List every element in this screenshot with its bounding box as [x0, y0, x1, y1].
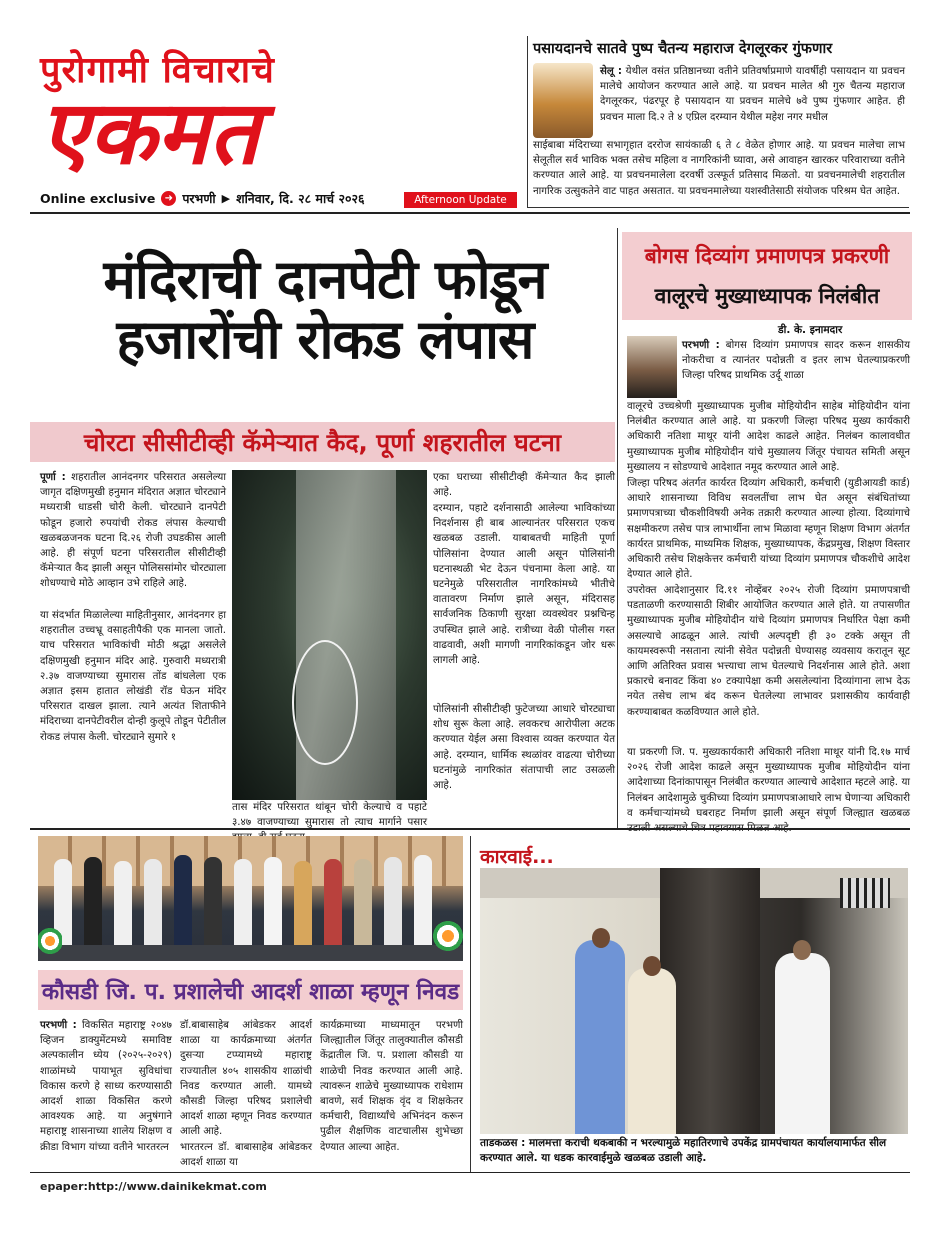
top-brief-text-cont: साईबाबा मंदिराच्या सभागृहात दररोज सायंकाळी ६ ते ८ वेळेत होणार आहे. या प्रवचन मालेचा लाभ सेलूतील सर्व भाविक भक्त तसेच महिला व नागरिकांनी घ्यावा, असे आवाहन खारकर परिवाराच्या वतीने करण्यात आले आहे. या प्रवचनमालेला दरवर्षी उत्स्फूर्त प्रतिसाद मिळतो. या प्रवचनमालेची शहरातील नागरिक उत्सुकतेने वाट पाहत असतात. या प्रवचनमालेच्या यशस्वीतेसाठी संयोजक परिश्रम घेत आहेत.	[533, 140, 905, 197]
top-brief-headline: पसायदानचे सातवे पुष्प चैतन्य महाराज देगलूरकर गुंफणार	[533, 41, 833, 57]
right-headline: बोगस दिव्यांग प्रमाणपत्र प्रकरणी वालूरचे मुख्याध्यापक निलंबीत	[644, 244, 890, 308]
portrait-photo-2	[627, 336, 677, 398]
main-story-col1b: या संदर्भात मिळालेल्या माहितीनुसार, आनंदनगर हा शहरातील उच्चभ्रू वसाहतीपैकी एक मानला जातो. याच परिसरात भाविकांची मोठी श्रद्धा असलेले दक्षिणमुखी हनुमान मंदिर आहे. गुरुवारी मध्यरात्री २.३७ वाजण्याच्या सुमारास तोंड बांधलेला एक अज्ञात इसम हातात लोखंडी रॉड घेऊन मंदिर परिसरात दाखल झाला. त्याने अत्यंत शिताफीने मंदिराच्या दानपेटीवरील दोन्ही कुलूपे तोडून पेटीतील रोकड लंपास केली. चोरट्याने सुमारे १	[40, 610, 226, 743]
divider-2	[30, 828, 910, 830]
right-story-p3: उपरोक्त आदेशानुसार दि.११ नोव्हेंबर २०२५ रोजी दिव्यांग प्रमाणपत्राची पडताळणी करण्यासाठी शिबीर आयोजित करण्यात आले होते. या तपासणीत मुख्याध्यापक मुजीब मोहियोदीन यांचे दिव्यांग प्रमाणपत्र निर्धारित पेक्षा कमी असल्याचे आढळून आले. त्यांची अल्पदृष्टी ही ३० टक्के असून ती कायमस्वरूपी नसताना त्यांनी सेवेत पदोन्नती घेण्यासह व्यवसाय करातून सूट आणि अतिरिक्त प्रवास भत्त्याचा लाभ घेतल्याचे निदर्शनास आले होते. अशा प्रकारचे बनावट किंवा ४० टक्यापेक्षा कमी असलेल्यांना दिव्यांगाना लाभ देऊ नयेत तसेच लाभ बंद करून घेतलेल्या लाभावर प्रशासकीय कार्यवाही करण्याबाबत कळविण्यात आले होते.	[627, 585, 910, 718]
right-story-p1b: वालूरचे उच्चश्रेणी मुख्याध्यापक मुजीब मोहियोदीन साहेब मोहियोदीन यांना निलंबीत करण्यात आले आहे. या प्रकरणी जिल्हा परिषद मुख्य कार्यकारी अधिकारी नतिशा माथूर यांनी आदेश काढले आहेत. निलंबन कालावधीत मुख्याध्यापक मुजीब मोहियोदीन यांचे मुख्यालय जिंतूर पंचायत समिती असून मुख्यालय न सोडण्याचे आदेशात नमूद करण्यात आले आहे.	[627, 401, 910, 473]
newspaper-logo: एकमत	[40, 80, 260, 184]
main-story-col3: एका घराच्या सीसीटीव्ही कॅमेऱ्यात कैद झाली आहे.	[433, 472, 615, 499]
school-headline: कौसडी जि. प. प्रशालेची आदर्श शाळा म्हणून निवड	[38, 970, 463, 1010]
online-exclusive-label: Online exclusive	[40, 190, 156, 206]
main-story-col1: पूर्णा : शहरातील आनंदनगर परिसरात असलेल्या जागृत दक्षिणमुखी हनुमान मंदिरात अज्ञात चोरट्याने मध्यरात्री धाडसी चोरी केली. चोरट्याने दानपेटी फोडून हजारो रुपयांची रोकड लंपास केल्याची खळबळजनक घटना दि.२६ रोजी उघडकीस आली आहे. ही संपूर्ण घटना परिसरातील सीसीटीव्ही कॅमेऱ्यात कैद झाली असून पोलिससांमोर चोरट्याला शोधण्याचे मोठे आव्हान उभे राहिले आहे.	[40, 472, 226, 590]
main-story-col3c: पोलिसांनी सीसीटीव्ही फुटेजच्या आधारे चोरट्याचा शोध सुरू केला आहे. लवकरच आरोपीला अटक करण्यात येईल असा विश्वास व्यक्त करण्यात येत आहे. दरम्यान, धार्मिक स्थळांवर वाढत्या चोरीच्या घटनांमुळे नागरिकांत संतापाची लाट उसळली आहे.	[433, 704, 615, 792]
epaper-link[interactable]: epaper:http://www.dainikekmat.com	[40, 1180, 267, 1193]
highlight-circle	[292, 640, 358, 765]
column-divider-2	[470, 836, 471, 1172]
date-label: शनिवार, दि. २८ मार्च २०२६	[236, 190, 365, 206]
action-photo-caption: ताडकळस : मालमत्ता कराची थकबाकी न भरल्यामुळे महातिरणाचे उपकेंद्र ग्रामपंचायत कार्यालयामार्फत सील करण्यात आले. या धडक कारवाईमुळे खळबळ उडाली आहे.	[480, 1137, 887, 1164]
main-subheadline: चोरटा सीसीटीव्ही कॅमेऱ्यात कैद, पूर्णा शहरातील घटना	[30, 422, 615, 462]
right-story-p2: जिल्हा परिषद अंतर्गत कार्यरत दिव्यांग अधिकारी, कर्मचारी (युडीआयडी कार्ड) आधारे शासनाच्या विविध सवलतींचा लाभ घेत असून संबंधितांच्या प्रमाणपत्राच्या चौकशीविषयी अनेक तक्रारी करण्यात आल्या होत्या. दिव्यांगाचे सक्षमीकरण तसेच पात्र लाभार्थीना लाभ मिळावा म्हणून शिक्षण विभाग अंतर्गत कार्यरत प्राथमिक, माध्यमिक शिक्षक, मुख्याध्यापक, केंद्रप्रमुख, शिक्षण विस्तार अधिकारी तसेच शिक्षकेत्तर कर्मचारी यांच्या दिव्यांग प्रमाणपत्र चौकशीचे आदेश देण्यात आले होते.	[627, 478, 910, 581]
main-headline: मंदिराची दानपेटी फोडून हजारोंची रोकड लंपास	[103, 248, 547, 371]
school-story-col2: डॉ.बाबासाहेब आंबेडकर आदर्श शाळा या कार्यक्रमाच्या अंतर्गत दुसऱ्या टप्प्यामध्ये महाराष्ट्र राज्यातील ४०५ शासकीय शाळांची निवड करण्यात आली. यामध्ये कौसडी जिल्हा परिषद प्रशालेची आदर्श शाळा म्हणून निवड करण्यात आली आहे.	[180, 1020, 312, 1138]
play-triangle-icon: ▶	[221, 191, 231, 205]
masthead-tagline: पुरोगामी विचाराचे	[40, 50, 275, 91]
column-divider	[617, 228, 618, 828]
group-photo	[38, 836, 463, 961]
action-label: कारवाई...	[480, 846, 554, 868]
top-brief-text: सेलू : येथील वसंत प्रतिष्ठानच्या वतीने प्रतिवर्षाप्रमाणे यावर्षीही पसायदान या प्रवचन मालेचे आयोजन करण्यात आले आहे. या प्रवचन मालेत श्री गुरु चैतन्य महाराज देगलूरकर, पंढरपूर हे पसायदान या प्रवचन मालेचे ७वे पुष्प गुंफणार आहेत. ही प्रवचन माला दि.२ ते ४ एप्रिल दरम्यान येथील महेश नगर मधील	[600, 66, 905, 123]
portrait-photo	[533, 63, 593, 138]
school-story-col2b: भारतरत्न डॉ. बाबासाहेब आंबेडकर आदर्श शाळा या	[180, 1142, 312, 1169]
afternoon-update-badge: Afternoon Update	[404, 192, 517, 208]
school-story-col3: कार्यक्रमाच्या माध्यमातून परभणी जिल्ह्यातील जिंतूर तालुक्यातील कौसडी केंद्रातील जि. प. प्रशाला कौसडी या शाळेची निवड करण्यात आली आहे. त्यावरून शाळेचे मुख्याध्यापक राधेशाम बावणे, सर्व शिक्षक वृंद व शिक्षकेतर कर्मचारी, विद्यार्थ्यांचे अभिनंदन करून पुढील शैक्षणिक वाटचालीस शुभेच्छा देण्यात आल्या आहेत.	[320, 1020, 463, 1153]
byline: डी. के. इनामदार	[778, 324, 843, 336]
divider	[30, 212, 910, 214]
photo-caption: तास मंदिर परिसरात थांबून चोरी केल्याचे व पहाटे ३.४७ वाजण्याच्या सुमारास तो त्याच मार्गाने पसार	[232, 802, 427, 829]
main-story-col3b: दरम्यान, पहाटे दर्शनासाठी आलेल्या भाविकांच्या निदर्शनास ही बाब आल्यानंतर परिसरात एकच खळबळ उडाली. याबाबतची माहिती पूर्णा पोलिसांना देण्यात आली असून पोलिसांनी घटनास्थळी भेट देऊन पंचनामा केला आहे. या घटनेमुळे परिसरातील नागरिकांमध्ये भीतीचे वातावरण निर्माण झाले असून, मंदिरासह सार्वजनिक ठिकाणी सुरक्षा व्यवस्थेवर प्रश्नचिन्ह उपस्थित झाले आहे. रात्रीच्या वेळी पोलीस गस्त वाढवावी, अशी मागणी नागरिकांकडून जोर धरू लागली आहे.	[433, 503, 615, 667]
city-label: परभणी	[182, 190, 216, 206]
arrow-right-icon: ➜	[161, 191, 176, 206]
footer-divider	[30, 1172, 910, 1173]
right-story-p4: या प्रकरणी जि. प. मुख्यकार्यकारी अधिकारी नतिशा माथूर यांनी दि.१७ मार्च २०२६ रोजी आदेश काढले असून मुख्याध्यापक मुजीब मोहियोदीन यांना आदेशाच्या दिनांकापासून निलंबीत करण्यात आल्याचे आदेशात म्हटले आहे. या निलंबन आदेशामुळे चुकीच्या दिव्यांग प्रमाणपत्राआधारे लाभ घेणाऱ्या अधिकारी व कर्मचाऱ्यांमध्ये घबराहट निर्माण झाली असून संपूर्ण जिल्ह्यात खळबळ	[627, 747, 910, 819]
right-story-p1a: परभणी : बोगस दिव्यांग प्रमाणपत्र सादर करून शासकीय नोकरीचा व त्यानंतर पदोन्नती व इतर लाभ घेतल्याप्रकरणी जिल्हा परिषद प्राथमिक उर्दू शाळा	[682, 340, 910, 382]
action-photo	[480, 868, 908, 1134]
school-story-col1: परभणी : विकसित महाराष्ट्र २०४७ व्हिजन डाक्युमेंटमध्ये समाविष्ट अल्पकालीन ध्येय (२०२५-२०२९) शाळांमध्ये पायाभूत सुविधांचा विकास करणे हे साध्य करण्यासाठी आदर्श शाळा विकसित करणे आवश्यक आहे. या अनुषंगाने महाराष्ट्र शासनाच्या शालेय शिक्षण व क्रीडा विभाग यांच्या वतीने भारतरत्न	[40, 1020, 172, 1153]
